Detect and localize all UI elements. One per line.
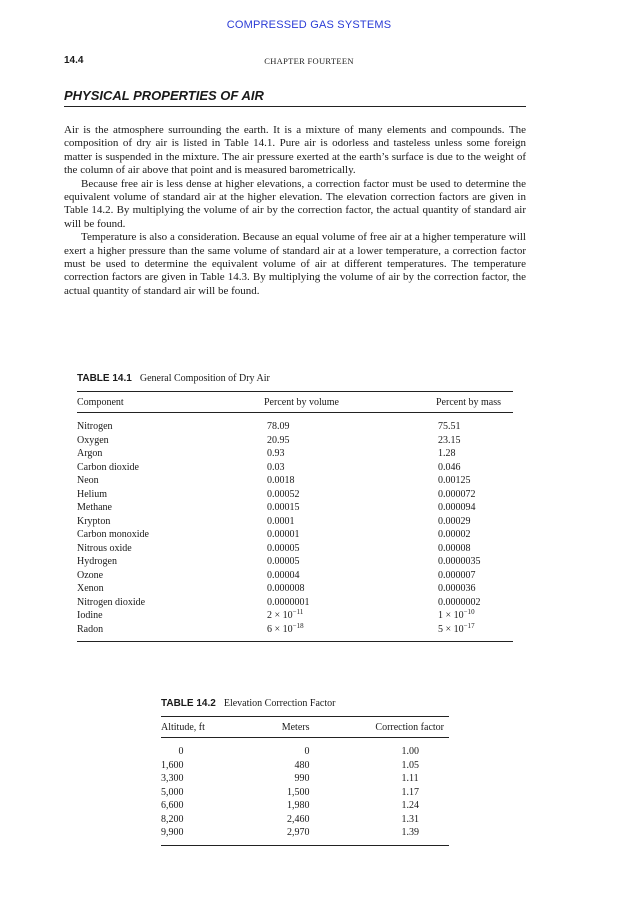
table-cell: 0.00005 <box>267 556 300 567</box>
table-dry-air-composition <box>77 373 513 642</box>
table-cell: Ozone <box>77 569 104 581</box>
table-cell: 8,200 <box>161 813 184 825</box>
table-caption <box>77 373 513 384</box>
table-row <box>77 474 513 488</box>
body-text <box>64 124 526 298</box>
table-row <box>77 434 513 448</box>
table-cell: 2,460 <box>287 813 310 825</box>
table-cell: 0 <box>304 746 310 757</box>
table-cell: 0.00015 <box>267 502 300 513</box>
table-label: TABLE 14.1 <box>77 373 132 384</box>
table-cell: 0.000094 <box>438 502 476 513</box>
value-mantissa: 5 × 10 <box>438 623 464 635</box>
table-cell: Xenon <box>77 583 104 594</box>
table-cell: 1,980 <box>287 800 310 811</box>
table-title: Elevation Correction Factor <box>223 698 336 709</box>
table-cell: 0.00005 <box>267 542 300 554</box>
table-cell: 0.00008 <box>438 542 471 554</box>
value-mantissa: 1 × 10 <box>438 610 464 621</box>
table-cell: 0.000072 <box>438 488 476 500</box>
table-cell: 480 <box>294 759 310 771</box>
table-cell: 0.03 <box>267 461 285 473</box>
table-row <box>161 786 449 800</box>
table-cell: 990 <box>294 773 310 784</box>
table-cell: 1.17 <box>401 786 419 798</box>
value-exponent: −11 <box>292 608 304 616</box>
table-row <box>161 772 449 786</box>
table-row <box>161 826 449 845</box>
table-caption <box>161 698 449 709</box>
table-row <box>77 501 513 515</box>
table-cell <box>264 609 436 623</box>
table-label: TABLE 14.2 <box>161 698 216 709</box>
table-cell: Carbon dioxide <box>77 461 139 473</box>
table-cell: Helium <box>77 488 107 500</box>
table-cell: 6,600 <box>161 800 184 811</box>
table-cell: 0.000036 <box>438 583 476 594</box>
table-cell: Krypton <box>77 515 111 527</box>
table-cell: Hydrogen <box>77 556 117 567</box>
table-cell: 0.000007 <box>438 569 476 581</box>
table-cell: 0.00001 <box>267 529 300 540</box>
table-cell: Radon <box>77 623 104 635</box>
column-header-component: Component <box>77 392 264 413</box>
paragraph: Air is the atmosphere surrounding the earth. It is a mixture of many elements and compounds. The composition of dry air is listed in Table 14.1. Pure air is odorless and tasteless unless some foreign matter is suspended in the mixture. The air pressure exerted at the earth’s surface is due to the weight of the column of air above that point and is measured barometrically. <box>64 124 526 177</box>
table-row <box>77 569 513 583</box>
table-cell: 0.0018 <box>267 475 295 486</box>
table-cell: 1,600 <box>161 759 184 771</box>
table-cell: 1.05 <box>401 759 419 771</box>
section-number: 14.4 <box>64 55 84 66</box>
table-row <box>77 542 513 556</box>
table-cell: 2,970 <box>287 827 310 838</box>
table-row <box>161 738 449 759</box>
table-row <box>77 488 513 502</box>
table-cell: 0.000008 <box>267 583 305 594</box>
table-cell: Argon <box>77 448 103 459</box>
table-cell: 1.31 <box>401 813 419 825</box>
column-header-meters: Meters <box>250 717 310 738</box>
table-cell: Oxygen <box>77 434 109 446</box>
table-cell: 1.11 <box>401 773 419 784</box>
table-row <box>77 413 513 434</box>
column-header-altitude: Altitude, ft <box>161 717 250 738</box>
table-cell: 0.00052 <box>267 488 300 500</box>
table-cell: 0.0000035 <box>438 556 481 567</box>
table-row <box>77 582 513 596</box>
table-cell: 0.93 <box>267 448 285 459</box>
table-cell: 75.51 <box>438 421 461 432</box>
table-cell: Neon <box>77 475 99 486</box>
table-title: General Composition of Dry Air <box>139 373 270 384</box>
table-cell: 20.95 <box>267 434 290 446</box>
table-cell: 0.0000002 <box>438 596 481 608</box>
table-cell <box>264 623 436 642</box>
table-row <box>77 623 513 642</box>
table-elevation-correction <box>161 698 449 846</box>
paragraph: Because free air is less dense at higher elevations, a correction factor must be used to determine the equivalent volume of standard air at the higher elevation. The elevation correction factors are given in Table 14.2. By multiplying the volume of air by the correction factor, the actual quantity of standard air will be found. <box>64 177 526 230</box>
column-header-percent-volume: Percent by volume <box>264 392 436 413</box>
column-header-percent-mass: Percent by mass <box>436 392 513 413</box>
table-cell: 23.15 <box>438 434 461 446</box>
column-header-correction-factor: Correction factor <box>310 717 450 738</box>
table-cell: 1.39 <box>401 827 419 838</box>
table-cell: 5,000 <box>161 786 184 798</box>
table-cell: 9,900 <box>161 827 184 838</box>
table-cell: 0.00002 <box>438 529 471 540</box>
table-cell: Nitrogen <box>77 421 113 432</box>
table-cell: 0.00029 <box>438 515 471 527</box>
table-row <box>77 596 513 610</box>
table-cell: 1.24 <box>401 800 419 811</box>
value-exponent: −10 <box>463 608 475 616</box>
value-mantissa: 2 × 10 <box>267 610 293 621</box>
value-mantissa: 6 × 10 <box>267 623 293 635</box>
table-cell: 0.00125 <box>438 475 471 486</box>
table-row <box>77 609 513 623</box>
table-row <box>77 461 513 475</box>
table-row <box>77 515 513 529</box>
data-table <box>77 391 513 642</box>
table-cell: Iodine <box>77 610 103 621</box>
table-cell: 78.09 <box>267 421 290 432</box>
table-cell: Methane <box>77 502 112 513</box>
table-row <box>161 799 449 813</box>
table-cell: 0 <box>178 746 184 757</box>
table-row <box>77 447 513 461</box>
value-exponent: −17 <box>463 621 475 630</box>
running-head: COMPRESSED GAS SYSTEMS <box>226 19 392 31</box>
table-cell: 0.0001 <box>267 515 295 527</box>
table-cell: 1.00 <box>401 746 419 757</box>
section-title: PHYSICAL PROPERTIES OF AIR <box>64 88 526 107</box>
table-cell: Carbon monoxide <box>77 529 149 540</box>
table-cell: Nitrogen dioxide <box>77 596 146 608</box>
table-cell: Nitrous oxide <box>77 542 132 554</box>
table-row <box>77 528 513 542</box>
table-cell <box>436 609 513 623</box>
paragraph: Temperature is also a consideration. Because an equal volume of free air at a higher temperature will exert a higher pressure than the same volume of standard air at a lower temperature, a correction factor must be used to determine the equivalent volume of air at different temperatures. The temperature correction factors are given in Table 14.3. By multiplying the volume of air by the correction factor, the actual quantity of standard air will be found. <box>64 231 526 297</box>
data-table <box>161 716 449 846</box>
table-cell: 0.00004 <box>267 569 300 581</box>
table-cell <box>436 623 513 642</box>
table-cell: 3,300 <box>161 773 184 784</box>
table-row <box>77 555 513 569</box>
table-cell: 0.046 <box>438 461 461 473</box>
value-exponent: −18 <box>292 621 304 630</box>
chapter-heading: CHAPTER FOURTEEN <box>264 56 354 66</box>
table-row <box>161 813 449 827</box>
table-row <box>161 759 449 773</box>
table-cell: 0.0000001 <box>267 596 310 608</box>
table-cell: 1,500 <box>287 786 310 798</box>
table-cell: 1.28 <box>438 448 456 459</box>
